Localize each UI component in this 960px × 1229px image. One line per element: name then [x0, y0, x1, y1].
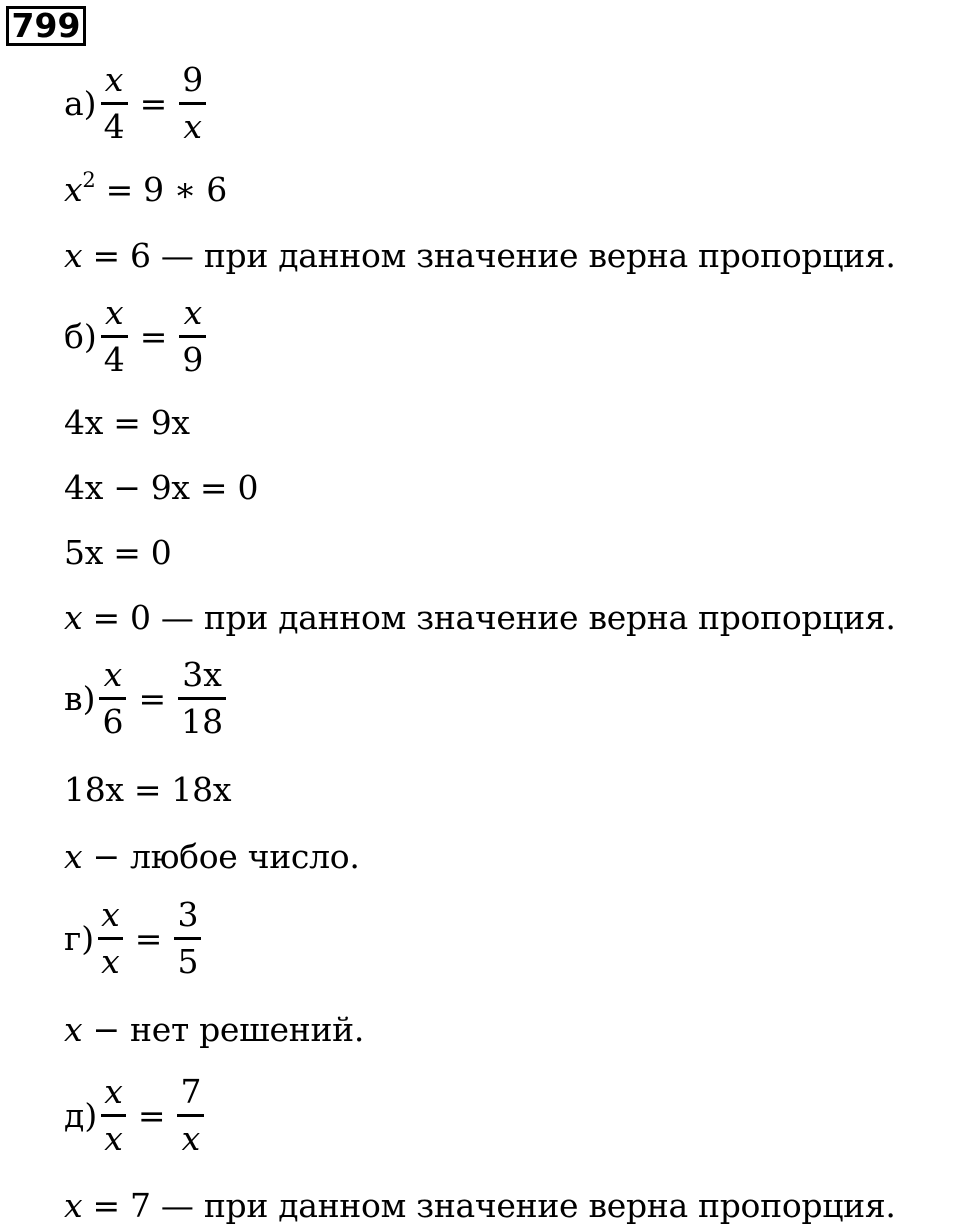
part-v-right-fraction: [178, 655, 226, 742]
part-b-left-fraction: [101, 293, 128, 380]
fraction-denominator: x: [104, 1119, 123, 1158]
part-b-line-2: 4x − 9x = 0: [64, 468, 259, 507]
part-d-equation: [64, 1072, 208, 1159]
part-v-line-2: [64, 837, 360, 877]
part-d-left-fraction: [101, 1072, 126, 1159]
part-b-equation: [64, 293, 210, 380]
part-b-label: б): [64, 316, 97, 356]
equals-sign: =: [139, 316, 168, 356]
problem-number-badge: 799: [6, 6, 86, 46]
fraction-numerator: 9: [182, 60, 204, 99]
part-v-label: в): [64, 678, 96, 718]
fraction-numerator: 7: [180, 1072, 202, 1111]
expression-rest: = 0 — при данном значение верна пропорция.: [82, 598, 896, 637]
fraction-denominator: 18: [181, 702, 224, 741]
equals-sign: =: [139, 83, 168, 123]
expression-rest: = 7 — при данном значение верна пропорция.: [82, 1186, 896, 1225]
fraction-numerator: 3x: [182, 655, 222, 694]
part-b-line-1: 4x = 9x: [64, 403, 190, 442]
fraction-numerator: x: [104, 1072, 123, 1111]
fraction-denominator: x: [183, 107, 203, 146]
variable: x: [64, 837, 83, 876]
fraction-bar: [179, 102, 206, 105]
part-a-label: а): [64, 83, 97, 123]
fraction-numerator: x: [183, 293, 203, 332]
part-v-equation: [64, 655, 230, 742]
fraction-bar: [178, 697, 226, 700]
exponent: 2: [82, 168, 96, 192]
fraction-denominator: 5: [177, 942, 199, 981]
part-g-line-1: [64, 1010, 364, 1050]
expression-rest: = 6 — при данном значение верна пропорция.: [82, 236, 896, 275]
part-a-line-1: [64, 170, 227, 210]
fraction-bar: [101, 1114, 126, 1117]
fraction-numerator: x: [104, 60, 124, 99]
part-b-line-3: 5x = 0: [64, 533, 172, 572]
fraction-denominator: 6: [102, 702, 124, 741]
fraction-numerator: x: [103, 655, 123, 694]
part-a-right-fraction: [179, 60, 206, 147]
equals-sign: =: [134, 918, 163, 958]
fraction-numerator: x: [104, 293, 124, 332]
part-a-line-2: [64, 236, 896, 276]
fraction-bar: [99, 697, 126, 700]
part-v-left-fraction: [99, 655, 126, 742]
variable: x: [64, 1186, 83, 1225]
part-d-line-1: [64, 1186, 896, 1226]
fraction-numerator: 3: [177, 895, 199, 934]
fraction-bar: [98, 937, 123, 940]
part-g-equation: [64, 895, 205, 982]
part-g-left-fraction: [98, 895, 123, 982]
fraction-denominator: x: [181, 1119, 201, 1158]
variable: x: [64, 1010, 83, 1049]
fraction-denominator: x: [101, 942, 120, 981]
variable: x: [64, 598, 83, 637]
equals-sign: =: [137, 1095, 166, 1135]
part-b-line-4: [64, 598, 896, 638]
part-d-right-fraction: [177, 1072, 204, 1159]
fraction-denominator: 9: [182, 340, 204, 379]
variable: x: [64, 170, 83, 209]
expression-rest: = 9 ∗ 6: [95, 170, 228, 209]
fraction-bar: [101, 102, 128, 105]
equals-sign: =: [138, 678, 167, 718]
part-g-right-fraction: [174, 895, 201, 982]
part-a-left-fraction: [101, 60, 128, 147]
expression-rest: − нет решений.: [82, 1010, 365, 1049]
fraction-numerator: x: [101, 895, 120, 934]
fraction-bar: [179, 335, 206, 338]
fraction-bar: [101, 335, 128, 338]
fraction-denominator: 4: [103, 107, 125, 146]
expression-rest: − любое число.: [82, 837, 360, 876]
part-a-equation: [64, 60, 210, 147]
part-v-line-1: 18x = 18x: [64, 770, 232, 809]
part-g-label: г): [64, 918, 95, 958]
fraction-denominator: 4: [103, 340, 125, 379]
part-b-right-fraction: [179, 293, 206, 380]
fraction-bar: [174, 937, 201, 940]
part-d-label: д): [64, 1095, 98, 1135]
fraction-bar: [177, 1114, 204, 1117]
variable: x: [64, 236, 83, 275]
